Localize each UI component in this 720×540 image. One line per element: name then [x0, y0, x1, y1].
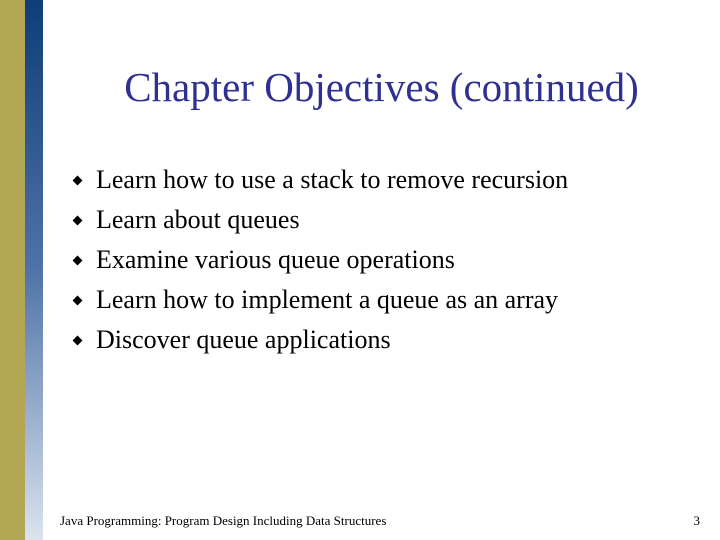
- bullet-item: [70, 200, 568, 240]
- page-number: 3: [693, 513, 700, 528]
- left-blue-gradient-stripe: [25, 0, 43, 540]
- bullet-item: [70, 280, 568, 320]
- bullet-item: [70, 240, 568, 280]
- diamond-bullet-icon: [73, 295, 83, 305]
- diamond-bullet-icon: [73, 255, 83, 265]
- bullet-text: Examine various queue operations: [96, 245, 455, 274]
- diamond-bullet-icon: [73, 215, 83, 225]
- bullet-item: [70, 160, 568, 200]
- diamond-bullet-icon: [73, 335, 83, 345]
- bullet-text: Learn how to implement a queue as an array: [96, 285, 559, 314]
- bullet-list: [70, 160, 568, 360]
- bullet-text: Discover queue applications: [96, 325, 391, 354]
- left-gold-stripe: [0, 0, 25, 540]
- bullet-text: Learn about queues: [96, 205, 300, 234]
- bullet-item: [70, 320, 568, 360]
- diamond-bullet-icon: [73, 175, 83, 185]
- slide-title: Chapter Objectives (continued): [124, 64, 639, 110]
- slide-footer: Java Programming: Program Design Including Data Structures: [60, 513, 387, 528]
- bullet-text: Learn how to use a stack to remove recursion: [96, 165, 569, 194]
